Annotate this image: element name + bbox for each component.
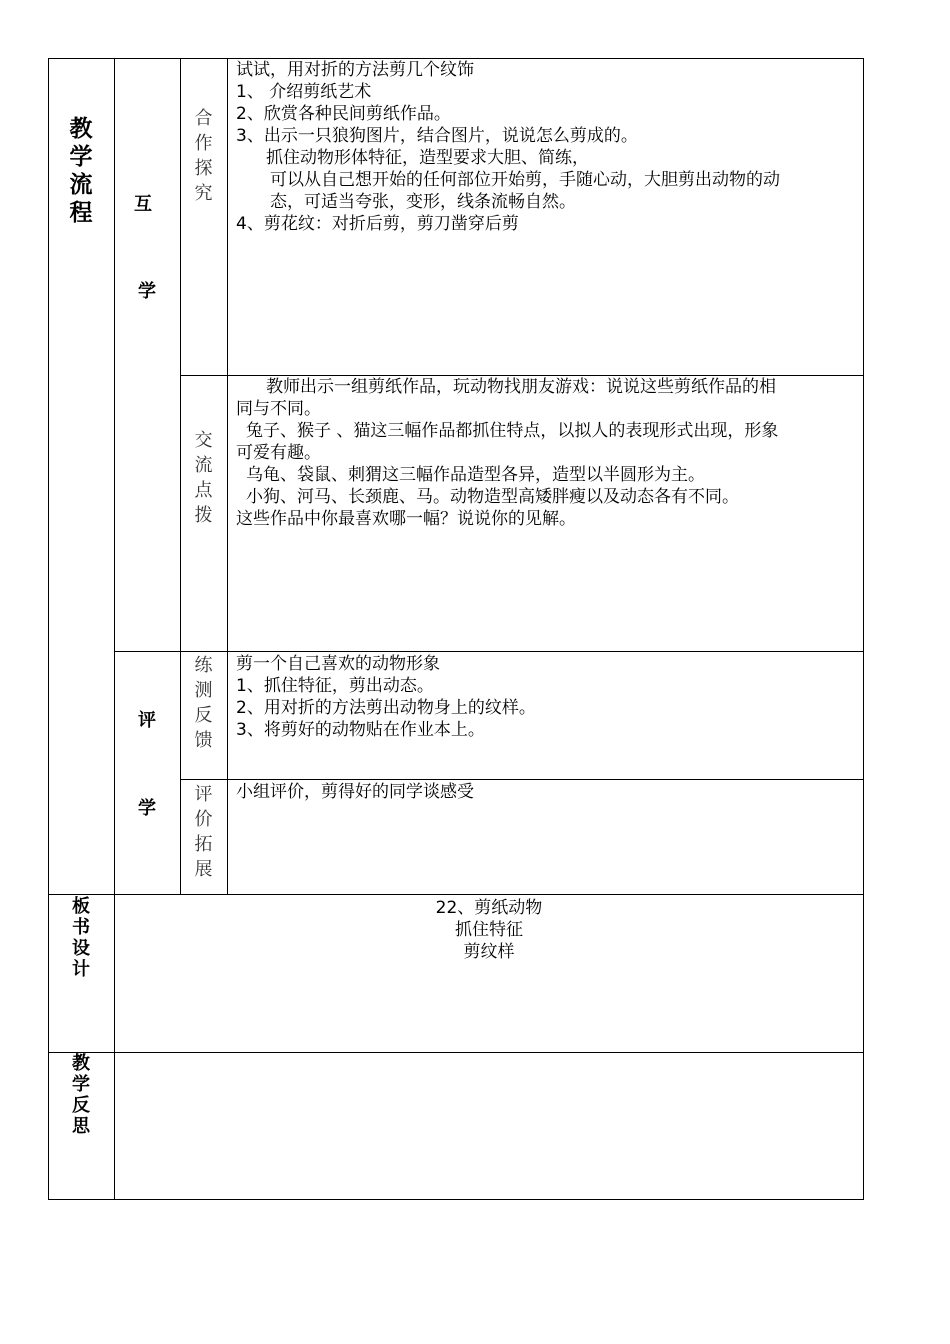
content-line: 教师出示一组剪纸作品，玩动物找朋友游戏：说说这些剪纸作品的相 (266, 377, 776, 397)
content-line: 剪一个自己喜欢的动物形象 (236, 654, 440, 674)
label-char: 教 (72, 1053, 90, 1074)
label-char: 书 (72, 917, 90, 938)
board-line: 抓住特征 (455, 920, 523, 940)
label-char: 交 (194, 430, 213, 451)
xue-label-1: 学 (138, 281, 156, 302)
label-char: 计 (72, 959, 90, 980)
label-char: 板 (72, 896, 90, 917)
content-line: 同与不同。 (236, 399, 321, 419)
label-char: 拨 (194, 505, 213, 526)
content-line: 小狗、河马、长颈鹿、马。动物造型高矮胖瘦以及动态各有不同。 (246, 487, 739, 507)
cooperate-content (236, 59, 780, 235)
label-char: 程 (69, 200, 93, 226)
label-char: 练 (194, 655, 213, 676)
xue-label-2: 学 (138, 798, 156, 819)
content-line: 试试，用对折的方法剪几个纹饰 (236, 60, 474, 80)
label-char: 展 (194, 859, 213, 880)
label-char: 学 (72, 1074, 90, 1095)
content-line: 可爱有趣。 (236, 443, 321, 463)
label-char: 合 (194, 108, 213, 129)
evaluate-label (180, 786, 227, 886)
label-char: 评 (194, 784, 213, 805)
table-border (48, 1199, 864, 1200)
label-char: 点 (194, 480, 213, 501)
exchange-label (180, 432, 227, 532)
content-line: 态，可适当夸张，变形，线条流畅自然。 (270, 192, 576, 212)
label-char: 探 (194, 158, 213, 179)
row-divider (48, 894, 864, 895)
reflection-label (48, 1055, 114, 1139)
col-divider (227, 58, 228, 895)
board-line: 剪纹样 (463, 942, 515, 962)
content-line: 1、抓住特征，剪出动态。 (236, 676, 434, 696)
label-char: 价 (194, 809, 213, 830)
content-line: 兔子、猴子 、猫这三幅作品都抓住特点，以拟人的表现形式出现，形象 (246, 421, 779, 441)
exchange-content (236, 376, 778, 530)
label-char: 拓 (194, 834, 213, 855)
content-line: 2、用对折的方法剪出动物身上的纹样。 (236, 698, 536, 718)
label-char: 反 (72, 1095, 90, 1116)
practice-content (236, 653, 536, 741)
label-char: 流 (69, 172, 93, 198)
practice-label (180, 657, 227, 757)
label-char: 反 (194, 705, 213, 726)
hu-label: 互 (134, 194, 152, 215)
label-char: 测 (194, 680, 213, 701)
content-line: 小组评价，剪得好的同学谈感受 (236, 782, 474, 802)
ping-label: 评 (138, 710, 156, 731)
label-char: 设 (72, 938, 90, 959)
label-char: 究 (194, 183, 213, 204)
label-char: 流 (194, 455, 213, 476)
row-divider (180, 779, 864, 780)
label-char: 馈 (194, 730, 213, 751)
board-line: 22、剪纸动物 (435, 898, 543, 918)
content-line: 乌龟、袋鼠、刺猬这三幅作品造型各异，造型以半圆形为主。 (246, 465, 705, 485)
content-line: 抓住动物形体特征，造型要求大胆、简练， (266, 148, 589, 168)
label-char: 思 (72, 1116, 90, 1137)
content-line: 2、欣赏各种民间剪纸作品。 (236, 104, 451, 124)
cooperate-label (180, 110, 227, 210)
teaching-flow-label (48, 118, 114, 230)
content-line: 3、将剪好的动物贴在作业本上。 (236, 720, 485, 740)
board-content (115, 897, 863, 963)
content-line: 可以从自己想开始的任何部位开始剪，手随心动，大胆剪出动物的动 (270, 170, 780, 190)
label-char: 教 (69, 116, 93, 142)
label-char: 作 (194, 133, 213, 154)
col-divider (114, 58, 115, 1200)
content-line: 这些作品中你最喜欢哪一幅？说说你的见解。 (236, 509, 576, 529)
row-divider (48, 1052, 864, 1053)
board-design-label (48, 898, 114, 982)
content-line: 4、剪花纹：对折后剪，剪刀凿穿后剪 (236, 214, 519, 234)
evaluate-content (236, 781, 474, 803)
content-line: 1、 介绍剪纸艺术 (236, 82, 372, 102)
table-border (863, 58, 864, 1200)
content-line: 3、出示一只狼狗图片，结合图片，说说怎么剪成的。 (236, 126, 638, 146)
label-char: 学 (69, 144, 93, 170)
